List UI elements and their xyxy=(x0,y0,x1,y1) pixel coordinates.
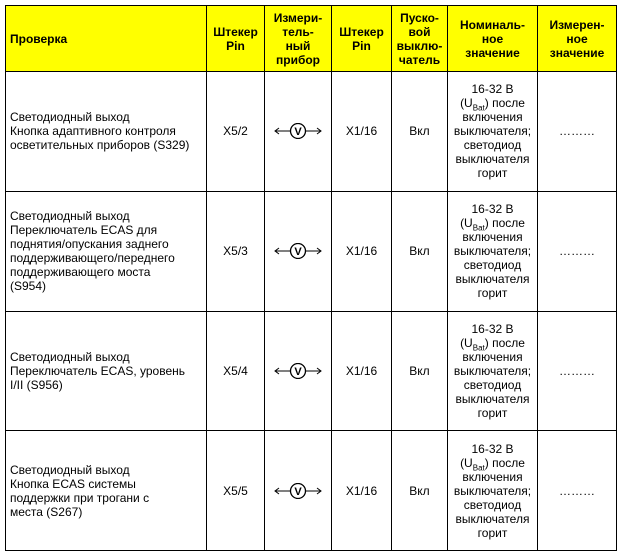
nominal-l1-text: 16-32 В xyxy=(471,82,514,97)
header-pin-1: Штекер Pin xyxy=(207,6,265,72)
measured-value-cell[interactable] xyxy=(538,431,617,551)
nominal-value-cell xyxy=(448,72,538,192)
description-line: осветительных приборов (S329) xyxy=(10,138,190,153)
measuring-device-cell xyxy=(265,431,332,551)
nominal-l1-text: 16-32 В xyxy=(471,321,514,336)
pin-2-cell xyxy=(332,431,392,551)
header-row xyxy=(6,6,617,72)
description-line: I/II (S956) xyxy=(10,377,63,392)
nominal-u-sub-text: Bat xyxy=(472,463,485,473)
pin1-text: X5/5 xyxy=(223,483,248,498)
nominal-u-rest-text: ) после xyxy=(484,455,525,470)
switch-text: Вкл xyxy=(409,483,430,498)
header-check: Проверка xyxy=(6,6,207,72)
nominal-value-cell xyxy=(448,431,538,551)
measured-value-cell[interactable] xyxy=(538,72,617,192)
pin-1-cell xyxy=(207,72,265,192)
description-line: поддержки при трогани с xyxy=(10,490,150,505)
description-line: Переключатель ECAS для xyxy=(10,223,158,238)
nominal-value-cell xyxy=(448,191,538,311)
pin1-text: X5/2 xyxy=(223,124,248,139)
switch-text: Вкл xyxy=(409,363,430,378)
nominal-l4-text: выключателя; xyxy=(453,244,532,259)
start-switch-cell xyxy=(392,311,448,431)
nominal-u-main-text: (U xyxy=(460,455,473,470)
pin-1-cell xyxy=(207,191,265,311)
start-switch-cell xyxy=(392,431,448,551)
nominal-l7-text: горит xyxy=(477,405,508,420)
voltmeter-icon xyxy=(273,363,323,379)
pin1-text: X5/4 xyxy=(223,363,248,378)
nominal-l3-text: включения xyxy=(462,110,523,125)
header-nominal-value: Номиналь- ное значение xyxy=(448,6,538,72)
switch-text: Вкл xyxy=(409,244,430,259)
measured-text: ……… xyxy=(559,244,595,259)
nominal-u-main-text: (U xyxy=(460,335,473,350)
check-description xyxy=(6,72,207,192)
description-line: поддерживающего моста xyxy=(10,265,151,280)
description-line: поддерживающего/переднего xyxy=(10,251,175,266)
meter-symbol-text: V xyxy=(294,365,302,378)
check-description xyxy=(6,311,207,431)
description-line: Светодиодный выход xyxy=(10,209,130,224)
table-row-4 xyxy=(6,431,617,551)
pin2-text: X1/16 xyxy=(345,124,378,139)
pin-1-cell xyxy=(207,311,265,431)
header-start-switch: Пуско- вой выклю- чатель xyxy=(392,6,448,72)
nominal-u-sub-text: Bat xyxy=(472,103,485,113)
description-line: Светодиодный выход xyxy=(10,110,130,125)
nominal-l3-text: включения xyxy=(462,230,523,245)
nominal-l5-text: светодиод xyxy=(463,138,522,153)
header-pin-2: Штекер Pin xyxy=(332,6,392,72)
nominal-l7-text: горит xyxy=(477,166,508,181)
nominal-l1-text: 16-32 В xyxy=(471,441,514,456)
nominal-u-main-text: (U xyxy=(460,216,473,231)
start-switch-cell xyxy=(392,72,448,192)
nominal-l4-text: выключателя; xyxy=(453,483,532,498)
description-line: (S954) xyxy=(10,279,47,294)
header-measured-value: Измерен- ное значение xyxy=(538,6,617,72)
check-description xyxy=(6,191,207,311)
nominal-u-main-text: (U xyxy=(460,96,473,111)
pin-2-cell xyxy=(332,191,392,311)
voltmeter-icon xyxy=(273,243,323,259)
nominal-l6-text: выключателя xyxy=(455,511,530,526)
pin-1-cell xyxy=(207,431,265,551)
check-description xyxy=(6,431,207,551)
nominal-u-rest-text: ) после xyxy=(484,96,525,111)
nominal-l7-text: горит xyxy=(477,286,508,301)
pin2-text: X1/16 xyxy=(345,483,378,498)
meter-symbol-text: V xyxy=(294,485,302,498)
pin-2-cell xyxy=(332,72,392,192)
pin2-text: X1/16 xyxy=(345,244,378,259)
table-row-2 xyxy=(6,191,617,311)
meter-symbol-text: V xyxy=(294,246,302,259)
voltmeter-icon xyxy=(273,123,323,139)
table-row-1 xyxy=(6,72,617,192)
measuring-device-cell xyxy=(265,72,332,192)
switch-text: Вкл xyxy=(409,124,430,139)
nominal-l7-text: горит xyxy=(477,525,508,540)
description-line: Переключатель ECAS, уровень xyxy=(10,363,186,378)
description-line: поднятия/опускания заднего xyxy=(10,237,169,252)
pin1-text: X5/3 xyxy=(223,244,248,259)
pin-2-cell xyxy=(332,311,392,431)
nominal-l5-text: светодиод xyxy=(463,377,522,392)
description-line: места (S267) xyxy=(10,504,83,519)
nominal-u-sub-text: Bat xyxy=(472,223,485,233)
nominal-l5-text: светодиод xyxy=(463,497,522,512)
nominal-l6-text: выключателя xyxy=(455,272,530,287)
nominal-l6-text: выключателя xyxy=(455,152,530,167)
description-line: Кнопка ECAS системы xyxy=(10,476,136,491)
nominal-l5-text: светодиод xyxy=(463,258,522,273)
description-line: Светодиодный выход xyxy=(10,462,130,477)
description-line: Кнопка адаптивного контроля xyxy=(10,124,176,139)
voltmeter-icon xyxy=(273,483,323,499)
nominal-u-sub-text: Bat xyxy=(472,343,485,353)
measuring-device-cell xyxy=(265,191,332,311)
description-line: Светодиодный выход xyxy=(10,349,130,364)
nominal-l3-text: включения xyxy=(462,349,523,364)
measured-text: ……… xyxy=(559,363,595,378)
header-measuring-device: Измери- тель- ный прибор xyxy=(265,6,332,72)
nominal-l3-text: включения xyxy=(462,469,523,484)
measuring-device-cell xyxy=(265,311,332,431)
nominal-l4-text: выключателя; xyxy=(453,363,532,378)
nominal-u-rest-text: ) после xyxy=(484,335,525,350)
table-row-3 xyxy=(6,311,617,431)
measured-value-cell[interactable] xyxy=(538,191,617,311)
nominal-l4-text: выключателя; xyxy=(453,124,532,139)
measured-text: ……… xyxy=(559,124,595,139)
meter-symbol-text: V xyxy=(294,126,302,139)
nominal-l6-text: выключателя xyxy=(455,391,530,406)
measured-value-cell[interactable] xyxy=(538,311,617,431)
nominal-l1-text: 16-32 В xyxy=(471,202,514,217)
nominal-value-cell xyxy=(448,311,538,431)
nominal-u-rest-text: ) после xyxy=(484,216,525,231)
pin2-text: X1/16 xyxy=(345,363,378,378)
start-switch-cell xyxy=(392,191,448,311)
inspection-table xyxy=(5,5,617,551)
measured-text: ……… xyxy=(559,483,595,498)
